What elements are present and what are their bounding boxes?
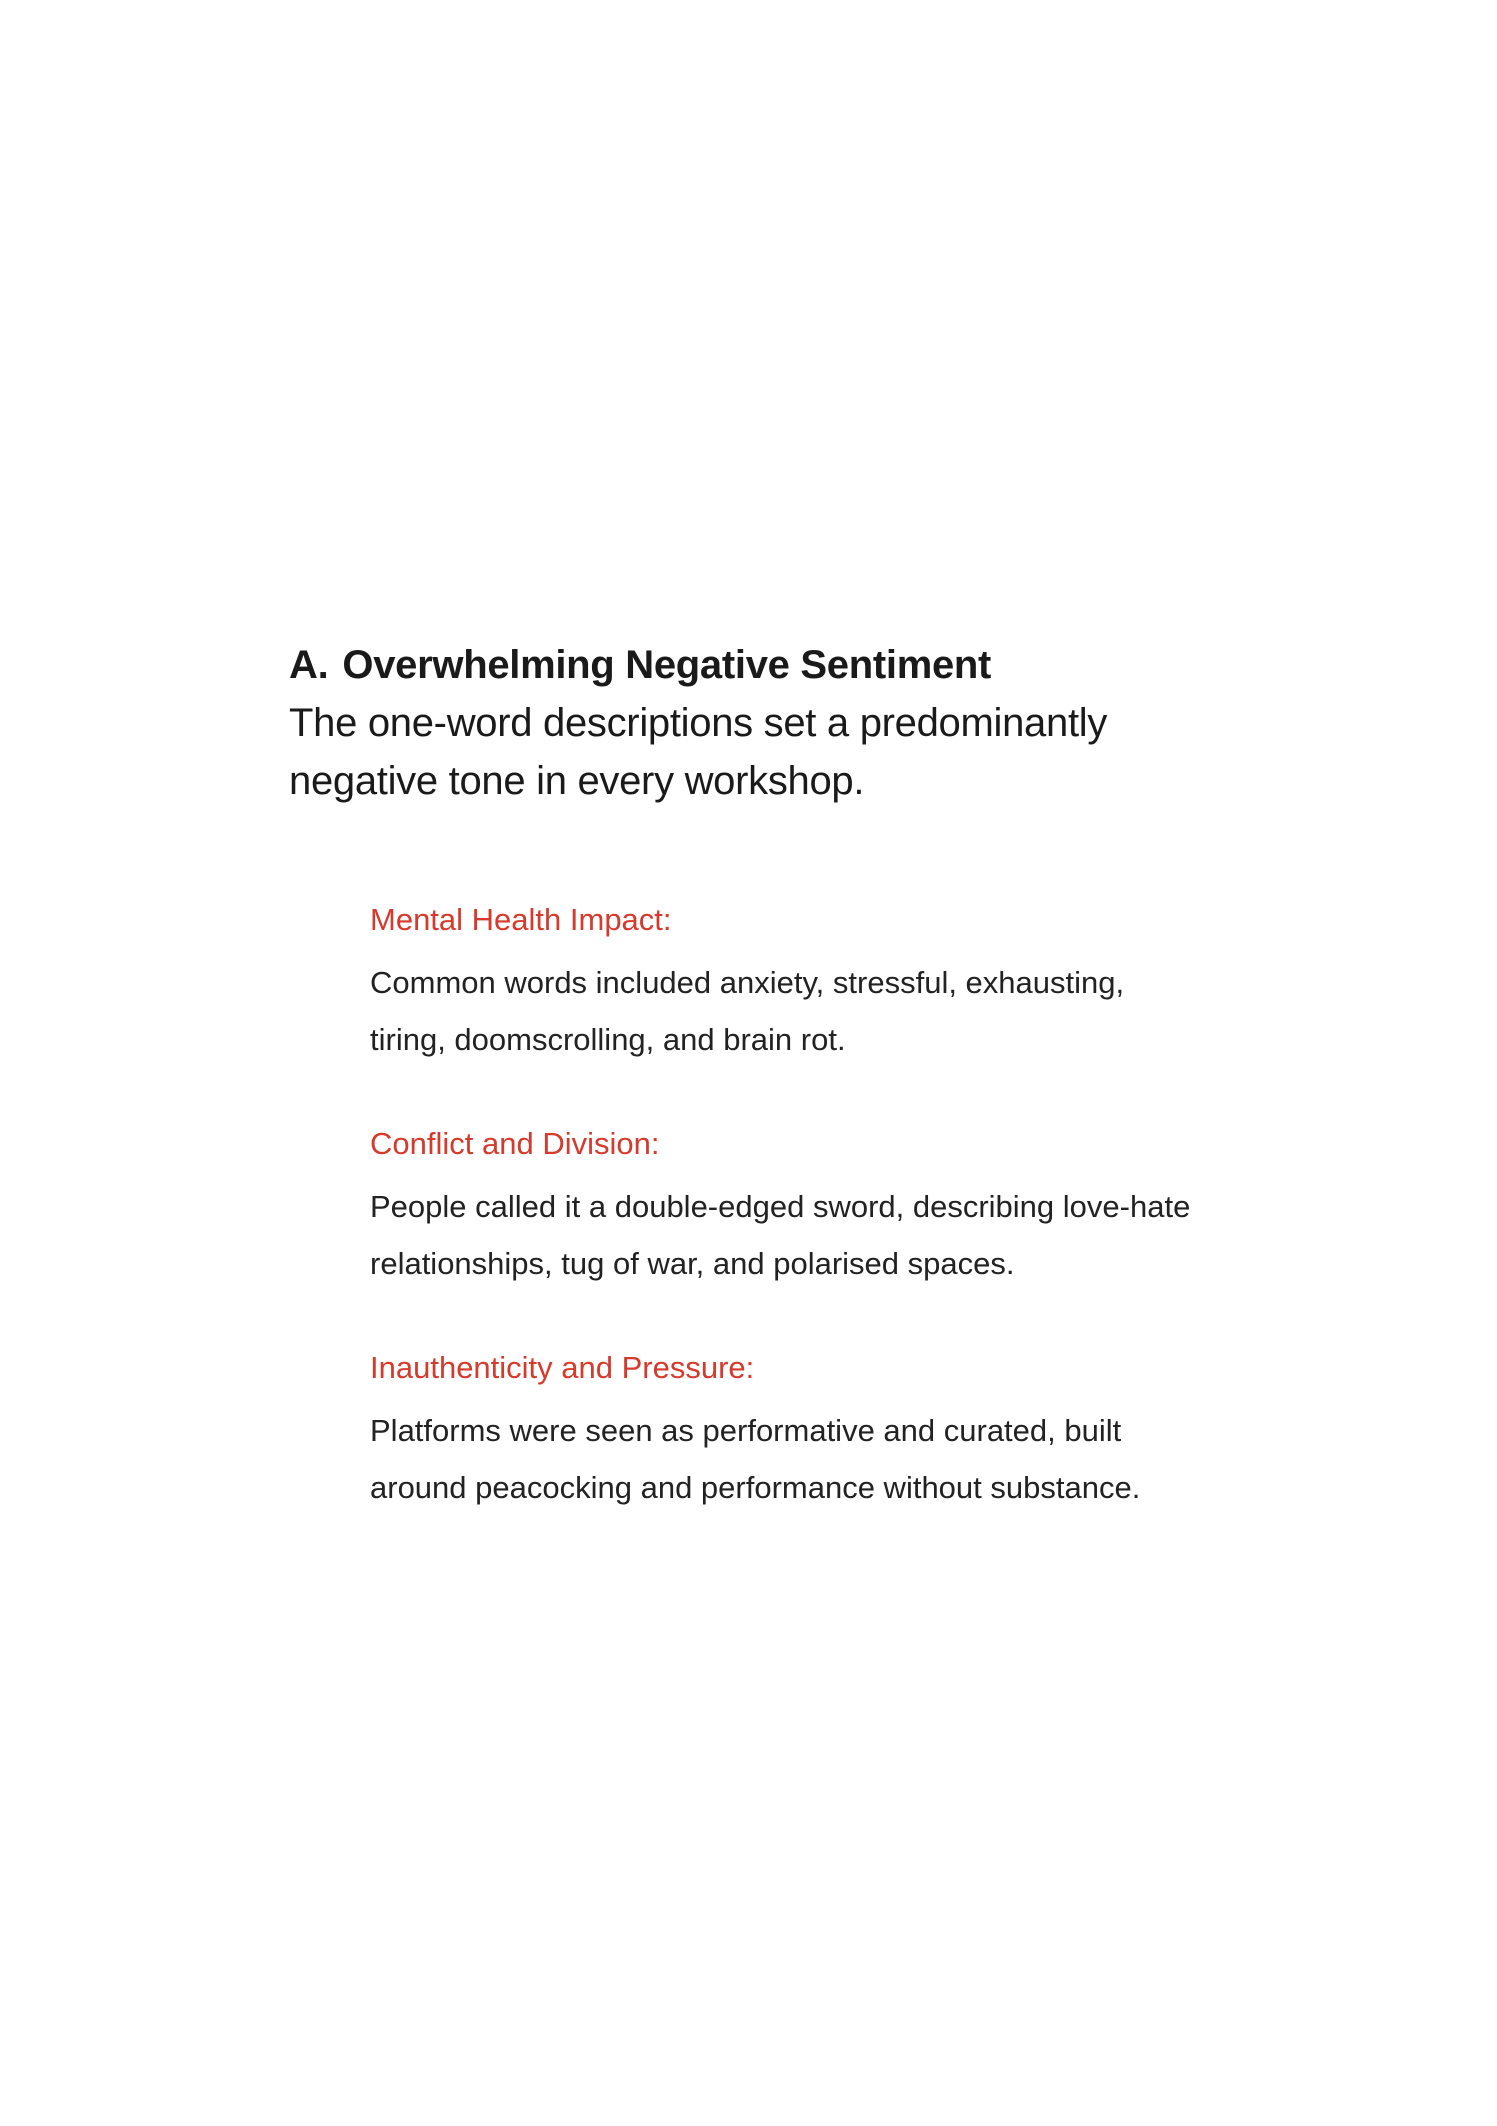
- section-subtitle: [289, 694, 1289, 810]
- point-body-line-2: relationships, tug of war, and polarised spaces.: [370, 1246, 1015, 1281]
- section-subtitle-line-2: negative tone in every workshop.: [289, 759, 865, 803]
- point-body: [370, 954, 1370, 1068]
- point-body: [370, 1402, 1370, 1516]
- section-title-text: Overwhelming Negative Sentiment: [342, 643, 992, 687]
- point-body-line-1: People called it a double-edged sword, describing love-hate: [370, 1189, 1191, 1224]
- point-body: [370, 1178, 1370, 1292]
- section-subtitle-line-1: The one-word descriptions set a predominantly: [289, 701, 1108, 745]
- point-body-line-1: Platforms were seen as performative and curated, built: [370, 1413, 1122, 1448]
- point-body-line-2: around peacocking and performance without substance.: [370, 1470, 1141, 1505]
- section-header: [289, 640, 1289, 810]
- point-heading: Mental Health Impact:: [370, 902, 672, 937]
- point-heading: Conflict and Division:: [370, 1126, 660, 1161]
- point-body-line-1: Common words included anxiety, stressful, exhausting,: [370, 965, 1125, 1000]
- point-mental-health: [370, 900, 1370, 1068]
- key-points-list: [370, 900, 1370, 1572]
- section-letter: A.: [289, 643, 329, 687]
- section-title: [289, 640, 1289, 690]
- point-conflict-division: [370, 1124, 1370, 1292]
- point-body-line-2: tiring, doomscrolling, and brain rot.: [370, 1022, 846, 1057]
- point-heading: Inauthenticity and Pressure:: [370, 1350, 755, 1385]
- point-inauthenticity-pressure: [370, 1348, 1370, 1516]
